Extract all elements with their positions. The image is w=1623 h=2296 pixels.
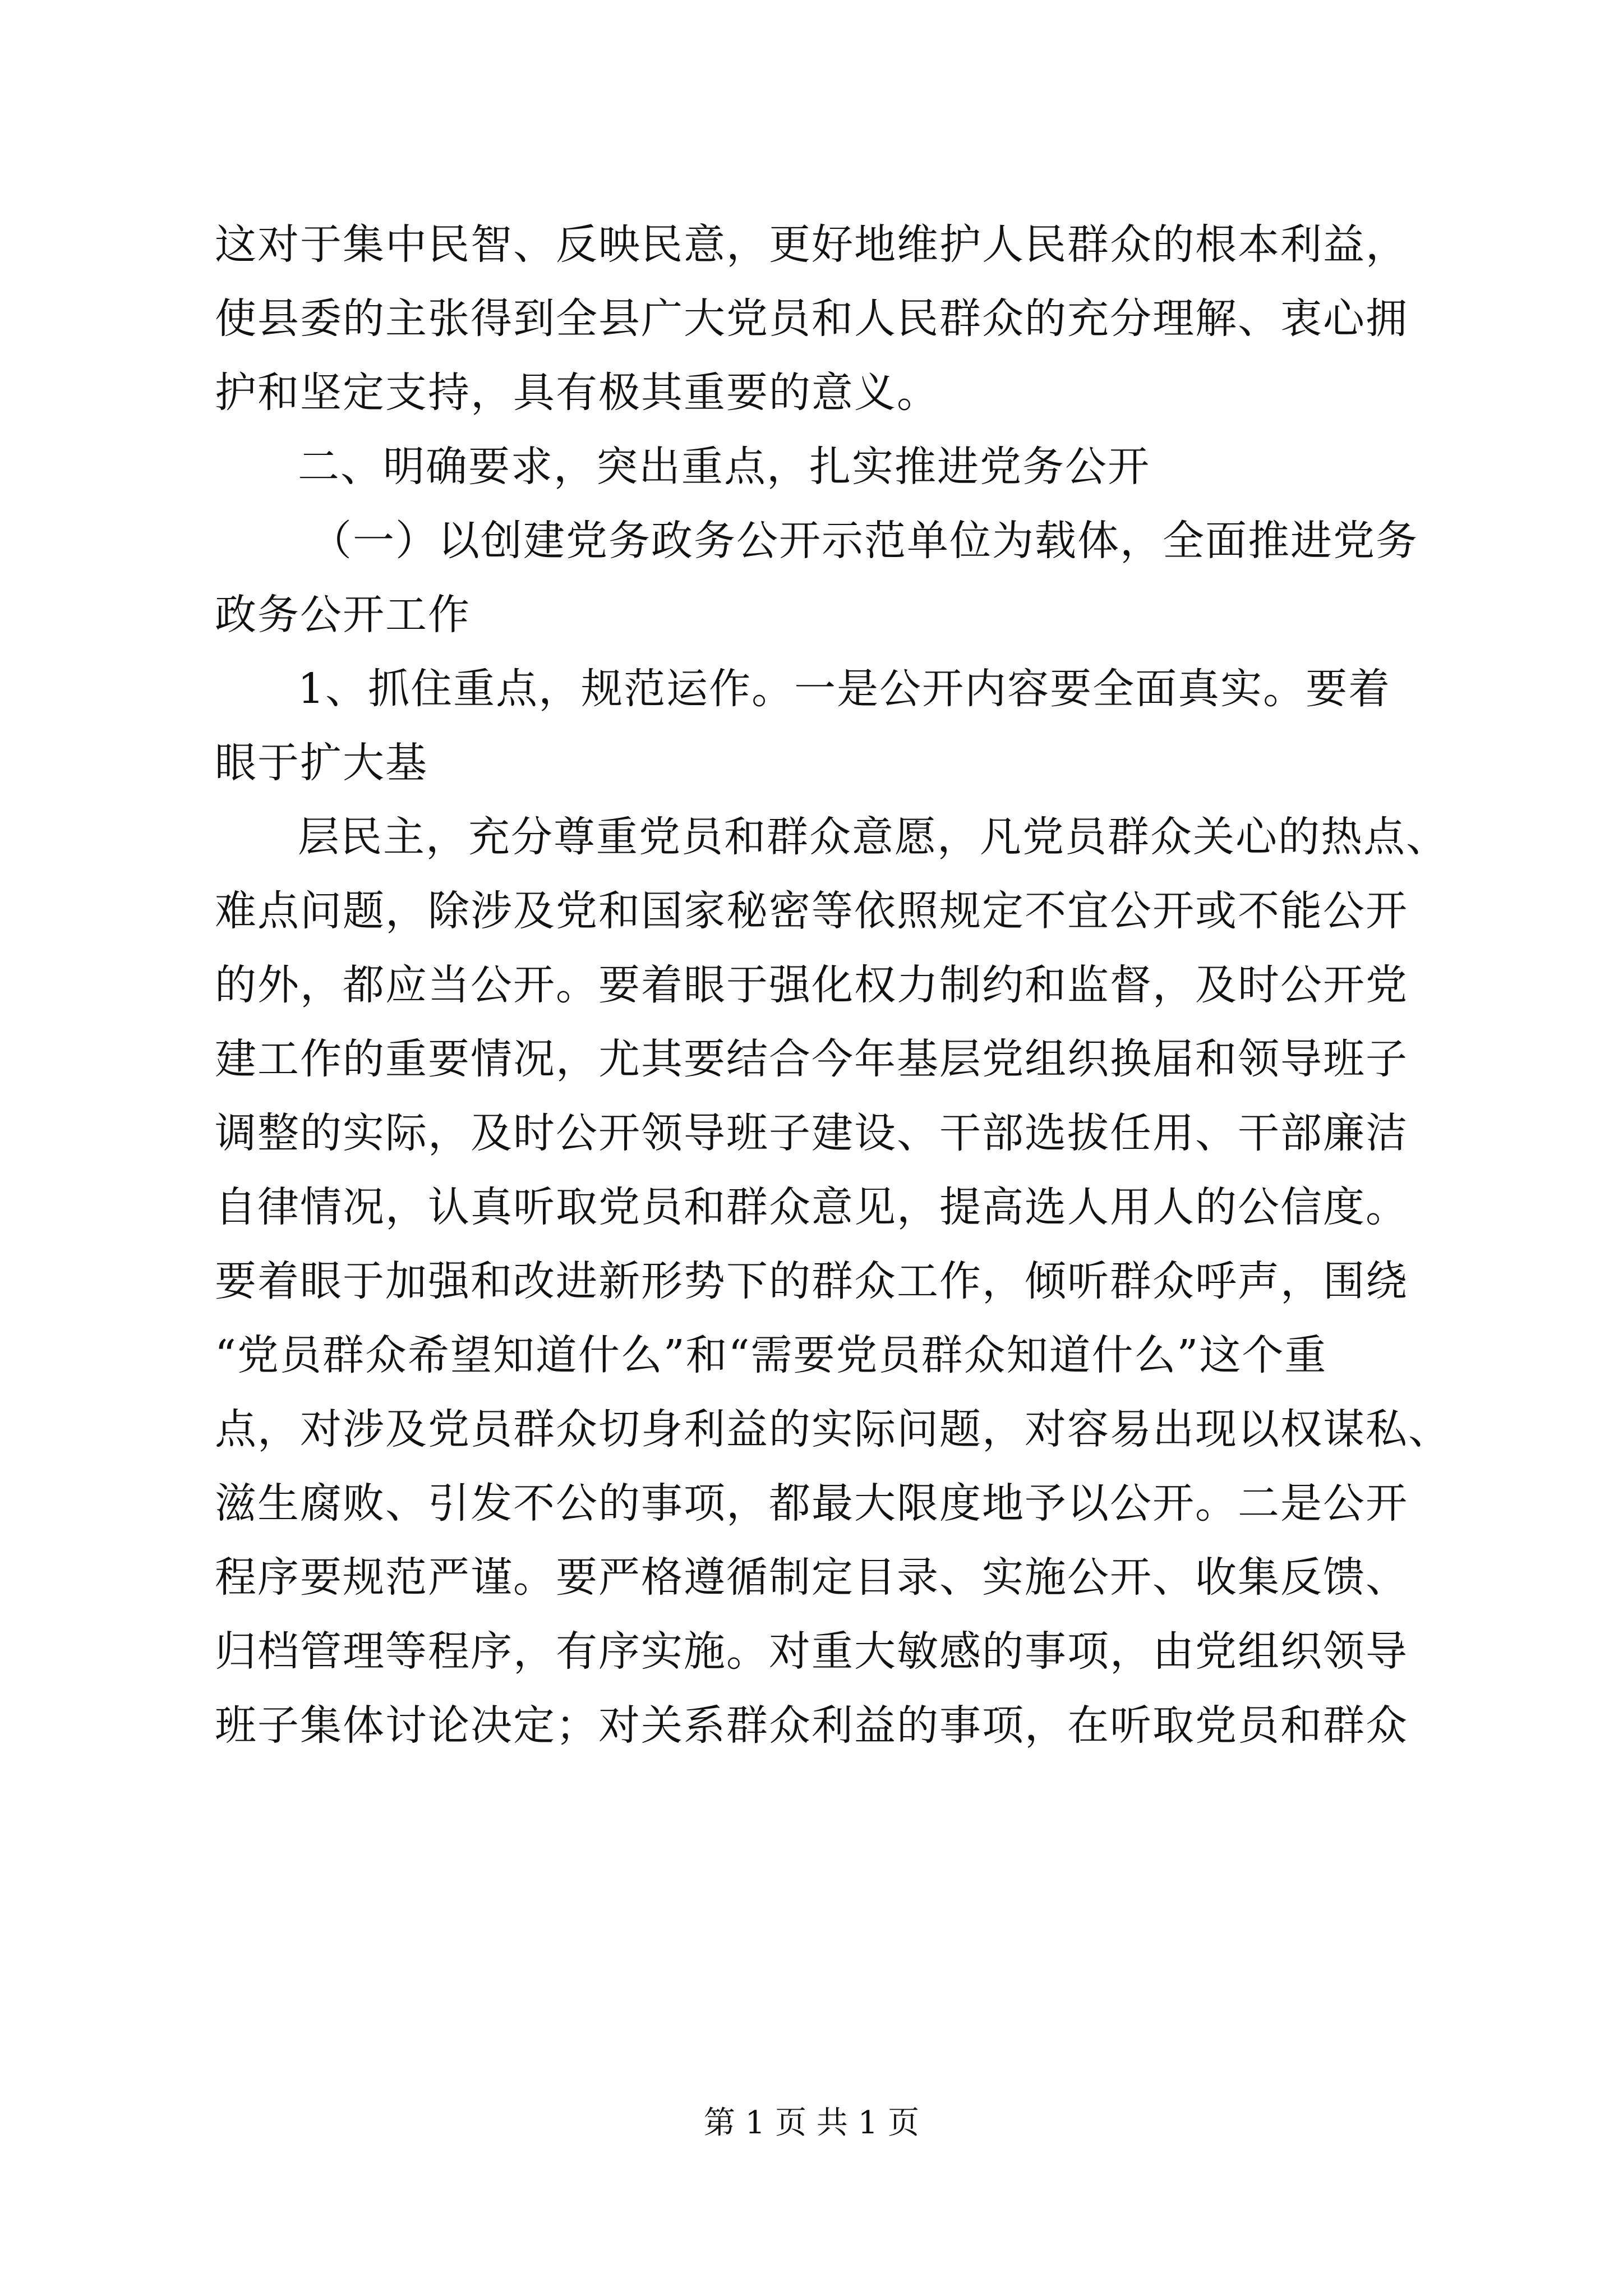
body-line: 难点问题，除涉及党和国家秘密等依照规定不宜公开或不能公开 <box>215 887 1408 935</box>
subsection-heading-continued: 政务公开工作 <box>215 591 471 639</box>
body-line: 程序要规范严谨。要严格遵循制定目录、实施公开、收集反馈、 <box>215 1553 1408 1602</box>
document-body <box>215 208 1451 1763</box>
body-line: 护和坚定支持，具有极其重要的意义。 <box>215 369 939 417</box>
body-line: 归档管理等程序，有序实施。对重大敏感的事项，由党组织领导 <box>215 1627 1408 1676</box>
body-line: 班子集体讨论决定；对关系群众利益的事项，在听取党员和群众 <box>215 1701 1408 1750</box>
body-line: 使县委的主张得到全县广大党员和人民群众的充分理解、衷心拥 <box>215 295 1408 343</box>
body-line: 的外，都应当公开。要着眼于强化权力制约和监督，及时公开党 <box>215 961 1408 1009</box>
body-line: 要着眼于加强和改进新形势下的群众工作，倾听群众呼声，围绕 <box>215 1257 1408 1305</box>
body-line: 眼于扩大基 <box>215 739 428 787</box>
paragraph-start: 层民主，充分尊重党员和群众意愿，凡党员群众关心的热点、 <box>298 813 1449 861</box>
subsection-heading: （一）以创建党务政务公开示范单位为载体，全面推进党务 <box>310 517 1418 565</box>
body-line: 点，对涉及党员群众切身利益的实际问题，对容易出现以权谋私、 <box>215 1405 1451 1453</box>
section-heading: 二、明确要求，突出重点，扎实推进党务公开 <box>298 443 1150 491</box>
body-line: “党员群众希望知道什么”和“需要党员群众知道什么”这个重 <box>215 1331 1327 1379</box>
body-line: 这对于集中民智、反映民意，更好地维护人民群众的根本利益， <box>215 220 1408 269</box>
body-line: 调整的实际，及时公开领导班子建设、干部选拔任用、干部廉洁 <box>215 1109 1408 1157</box>
body-line: 自律情况，认真听取党员和群众意见，提高选人用人的公信度。 <box>215 1183 1408 1231</box>
body-line: 建工作的重要情况，尤其要结合今年基层党组织换届和领导班子 <box>215 1035 1408 1083</box>
page-number-footer: 第 1 页 共 1 页 <box>703 2105 920 2141</box>
body-line: 滋生腐败、引发不公的事项，都最大限度地予以公开。二是公开 <box>215 1479 1408 1527</box>
item-heading: 1、抓住重点，规范运作。一是公开内容要全面真实。要着 <box>298 665 1391 713</box>
